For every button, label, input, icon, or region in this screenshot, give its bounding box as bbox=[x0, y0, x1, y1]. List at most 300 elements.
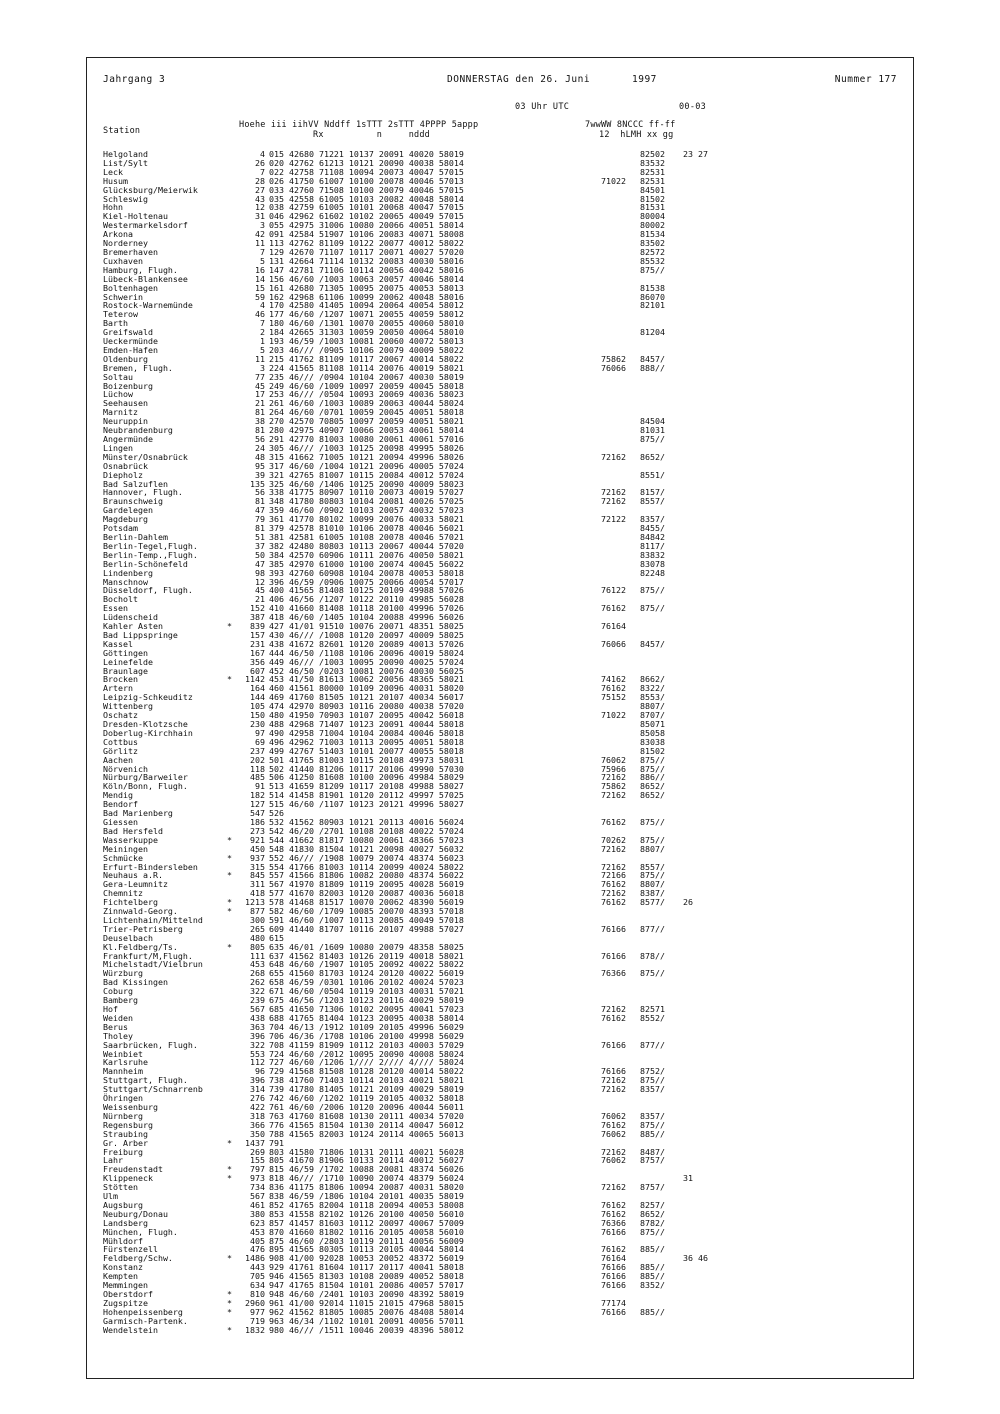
observation-data: 382 42480 80803 10113 20067 40044 57020 bbox=[269, 540, 464, 551]
cloud-group: 81204 bbox=[640, 327, 665, 338]
cloud-group: 8782/ bbox=[640, 1217, 665, 1228]
main-column-header: Hoehe iii iihVV Nddff 1sTTT 2sTTT 4PPPP 5appp bbox=[239, 120, 479, 130]
cloud-group: 8387/ bbox=[640, 888, 665, 899]
cloud-group: 8652/ bbox=[640, 451, 665, 462]
station-height: 480 bbox=[250, 932, 265, 943]
station-column-header: Station bbox=[103, 126, 141, 136]
observation-data: 162 42968 61106 10099 20062 40048 58016 bbox=[269, 291, 464, 302]
observation-data: 870 41660 81802 10116 20105 40058 56010 bbox=[269, 1226, 464, 1237]
station-name: Manschnow bbox=[103, 576, 148, 587]
cloud-group: 877// bbox=[640, 1039, 665, 1050]
time-range: 00-03 bbox=[679, 102, 707, 112]
station-height: 318 bbox=[250, 1110, 265, 1121]
station-name: Görlitz bbox=[103, 745, 138, 756]
station-height: 322 bbox=[250, 1039, 265, 1050]
station-name: Potsdam bbox=[103, 523, 138, 534]
cloud-group: 886// bbox=[640, 772, 665, 783]
observation-data: 853 41558 82102 10126 20100 40050 56010 bbox=[269, 1208, 464, 1219]
gust-group: 36 46 bbox=[683, 1253, 708, 1264]
station-name: Glücksburg/Meierwik bbox=[103, 184, 198, 195]
cloud-group: 85058 bbox=[640, 727, 665, 738]
station-height: 547 bbox=[250, 808, 265, 819]
weather-group: 76164 bbox=[601, 1253, 626, 1264]
station-name: Bad Kissingen bbox=[103, 977, 168, 988]
cloud-group: 875// bbox=[640, 585, 665, 596]
station-name: Emden-Hafen bbox=[103, 344, 158, 355]
station-name: Landsberg bbox=[103, 1217, 148, 1228]
observation-data: 729 41568 81508 10128 20120 40014 58022 bbox=[269, 1066, 464, 1077]
station-name: Wasserkuppe bbox=[103, 834, 158, 845]
station-height: 315 bbox=[250, 861, 265, 872]
station-height: 47 bbox=[255, 558, 265, 569]
cloud-group: 885// bbox=[640, 1306, 665, 1317]
station-name: Magdeburg bbox=[103, 514, 148, 525]
report-sheet bbox=[86, 57, 914, 1379]
observation-data: 430 46/// /1008 10120 20097 40009 58025 bbox=[269, 629, 464, 640]
station-name: Schwerin bbox=[103, 291, 143, 302]
weather-group: 72162 bbox=[601, 1146, 626, 1157]
cloud-group: 8455/ bbox=[640, 523, 665, 534]
station-name: Doberlug-Kirchhain bbox=[103, 727, 193, 738]
cloud-group: 84842 bbox=[640, 531, 665, 542]
station-name: Teterow bbox=[103, 309, 138, 320]
observation-data: 671 46/60 /0504 10119 20103 40031 57021 bbox=[269, 986, 464, 997]
cloud-group: 83078 bbox=[640, 558, 665, 569]
observation-data: 552 46/// /1908 10079 20074 48374 56023 bbox=[269, 852, 464, 863]
right-column-subheader: 12 hLMH xx gg bbox=[599, 130, 674, 140]
observation-data: 325 46/60 /1406 10125 20090 40009 58023 bbox=[269, 478, 464, 489]
station-height: 2 bbox=[260, 327, 265, 338]
station-name: Bamberg bbox=[103, 995, 138, 1006]
weather-group: 76162 bbox=[601, 1244, 626, 1255]
cloud-group: 8352/ bbox=[640, 1280, 665, 1291]
station-height: 4 bbox=[260, 300, 265, 311]
station-name: Berlin-Dahlem bbox=[103, 531, 168, 542]
observation-data: 396 46/59 /0906 10075 20066 40054 57017 bbox=[269, 576, 464, 587]
cloud-group: 888// bbox=[640, 362, 665, 373]
station-height: 69 bbox=[255, 736, 265, 747]
observation-data: 554 41766 81003 10114 20099 40024 58022 bbox=[269, 861, 464, 872]
observation-data: 578 41468 81517 10070 20062 48390 56019 bbox=[269, 897, 464, 908]
observation-data: 514 41458 81901 10120 20112 49997 57025 bbox=[269, 790, 464, 801]
station-height: 7 bbox=[260, 246, 265, 257]
station-name: Augsburg bbox=[103, 1199, 143, 1210]
station-name: Nürnberg bbox=[103, 1110, 143, 1121]
station-height: 877 bbox=[250, 906, 265, 917]
observation-data: 338 41775 80907 10110 20073 40019 57027 bbox=[269, 487, 464, 498]
cloud-group: 885// bbox=[640, 1128, 665, 1139]
observation-data: 488 42968 71407 10123 20091 40044 58018 bbox=[269, 719, 464, 729]
station-name: Seehausen bbox=[103, 398, 148, 409]
observation-data: 033 42760 71508 10100 20079 40046 57015 bbox=[269, 184, 464, 195]
station-height: 356 bbox=[250, 656, 265, 667]
station-height: 300 bbox=[250, 914, 265, 925]
observation-data: 818 46/// /1710 10090 20074 48379 56024 bbox=[269, 1173, 464, 1184]
station-height: 634 bbox=[250, 1280, 265, 1291]
observation-data: 280 42975 40907 10066 20053 40061 58014 bbox=[269, 425, 464, 436]
weather-group: 75152 bbox=[601, 692, 626, 703]
station-name: Memmingen bbox=[103, 1280, 148, 1291]
station-name: Greifswald bbox=[103, 327, 153, 338]
observation-data: 548 41830 81504 10121 20098 40027 56032 bbox=[269, 843, 464, 854]
weather-group: 76166 bbox=[601, 1280, 626, 1291]
observation-data: 727 46/60 /1206 1//// 2//// 4//// 58024 bbox=[269, 1057, 464, 1068]
station-height: 265 bbox=[250, 923, 265, 934]
cloud-group: 85532 bbox=[640, 255, 665, 266]
cloud-group: 8117/ bbox=[640, 540, 665, 551]
station-name: Norderney bbox=[103, 238, 148, 249]
station-height: 276 bbox=[250, 1093, 265, 1104]
weather-group: 76164 bbox=[601, 621, 626, 632]
weather-group: 72162 bbox=[601, 451, 626, 462]
observation-data: 895 41565 80305 10113 20105 40044 58014 bbox=[269, 1244, 464, 1255]
cloud-group: 81531 bbox=[640, 202, 665, 213]
observation-data: 224 41565 81108 10114 20076 40019 58021 bbox=[269, 362, 464, 373]
station-name: Oldenburg bbox=[103, 353, 148, 364]
observation-data: 291 42770 81003 10080 20061 40061 57016 bbox=[269, 434, 464, 444]
station-height: 1832 bbox=[245, 1324, 265, 1335]
station-height: 719 bbox=[250, 1315, 265, 1326]
mountain-station-marker: * bbox=[227, 897, 232, 908]
cloud-group: 8652/ bbox=[640, 790, 665, 801]
station-height: 43 bbox=[255, 193, 265, 204]
station-height: 16 bbox=[255, 264, 265, 275]
station-height: 45 bbox=[255, 380, 265, 391]
station-name: Fichtelberg bbox=[103, 897, 158, 908]
cloud-group: 8557/ bbox=[640, 496, 665, 507]
station-height: 453 bbox=[250, 959, 265, 970]
observation-data: 544 41662 81817 10080 20061 48366 57023 bbox=[269, 834, 464, 845]
observation-data: 055 42975 31006 10080 20066 40051 58014 bbox=[269, 220, 464, 231]
cloud-group: 8157/ bbox=[640, 487, 665, 498]
weather-group: 76166 bbox=[601, 1271, 626, 1282]
weather-group: 76066 bbox=[601, 362, 626, 373]
cloud-group: 82531 bbox=[640, 166, 665, 177]
cloud-group: 878// bbox=[640, 950, 665, 961]
station-name: Weiden bbox=[103, 1012, 133, 1023]
cloud-group: 80004 bbox=[640, 211, 665, 222]
station-name: Freudenstadt bbox=[103, 1164, 163, 1175]
station-height: 3 bbox=[260, 220, 265, 231]
weather-group: 72162 bbox=[601, 843, 626, 854]
station-height: 155 bbox=[250, 1155, 265, 1166]
cloud-group: 8457/ bbox=[640, 353, 665, 364]
station-height: 567 bbox=[250, 1191, 265, 1202]
observation-data: 393 42760 60908 10104 20078 40053 58018 bbox=[269, 567, 464, 578]
station-name: Ueckermünde bbox=[103, 336, 158, 347]
observation-data: 129 42670 71107 10117 20071 40027 57020 bbox=[269, 246, 464, 257]
station-name: Lahr bbox=[103, 1155, 123, 1166]
station-name: Boltenhagen bbox=[103, 282, 158, 293]
weather-group: 76122 bbox=[601, 585, 626, 596]
cloud-group: 8557/ bbox=[640, 861, 665, 872]
weather-group: 76062 bbox=[601, 1128, 626, 1139]
station-name: Wittenberg bbox=[103, 701, 153, 712]
mountain-station-marker: * bbox=[227, 1164, 232, 1175]
station-name: Kassel bbox=[103, 638, 133, 649]
weather-group: 75862 bbox=[601, 353, 626, 364]
cloud-group: 81538 bbox=[640, 282, 665, 293]
observation-data: 453 41/50 81613 10062 20056 48365 58021 bbox=[269, 674, 464, 685]
observation-data: 857 41457 81603 10112 20097 40067 57009 bbox=[269, 1217, 464, 1228]
station-name: Neuhaus a.R. bbox=[103, 870, 163, 881]
station-height: 157 bbox=[250, 629, 265, 640]
station-name: Münster/Osnabrück bbox=[103, 451, 188, 462]
station-name: Feldberg/Schw. bbox=[103, 1253, 173, 1264]
observation-data: 449 46/// /1003 10095 20090 40025 57024 bbox=[269, 656, 464, 667]
station-height: 450 bbox=[250, 843, 265, 854]
observation-data: 557 41566 81806 10082 20080 48374 56022 bbox=[269, 870, 464, 881]
station-height: 51 bbox=[255, 531, 265, 542]
station-height: 269 bbox=[250, 1146, 265, 1157]
weather-group: 76366 bbox=[601, 968, 626, 979]
station-height: 26 bbox=[255, 157, 265, 168]
weather-group: 72162 bbox=[601, 1084, 626, 1095]
cloud-group: 885// bbox=[640, 1262, 665, 1273]
station-name: Helgoland bbox=[103, 149, 148, 159]
station-height: 182 bbox=[250, 790, 265, 801]
observation-data: 908 41/00 92028 10053 20052 48372 56019 bbox=[269, 1253, 464, 1264]
weather-group: 76166 bbox=[601, 1262, 626, 1273]
station-name: Leinefelde bbox=[103, 656, 153, 667]
observation-data: 410 41660 81408 10118 20100 49996 57026 bbox=[269, 603, 464, 614]
station-height: 422 bbox=[250, 1101, 265, 1112]
station-name: Lüchow bbox=[103, 389, 133, 400]
observation-data: 776 41565 81504 10130 20114 40047 56012 bbox=[269, 1119, 464, 1130]
observation-data: 761 46/60 /2006 10120 20096 40044 56011 bbox=[269, 1101, 464, 1112]
cloud-group: 8553/ bbox=[640, 692, 665, 703]
station-name: Deuselbach bbox=[103, 932, 153, 943]
station-name: Cottbus bbox=[103, 736, 138, 747]
weather-group: 76162 bbox=[601, 1119, 626, 1130]
station-height: 363 bbox=[250, 1021, 265, 1032]
cloud-group: 8807/ bbox=[640, 879, 665, 890]
station-height: 31 bbox=[255, 211, 265, 222]
station-name: Straubing bbox=[103, 1128, 148, 1139]
observation-data: 648 46/60 /1907 10105 20092 40022 58022 bbox=[269, 959, 464, 970]
station-name: Coburg bbox=[103, 986, 133, 997]
station-name: Stötten bbox=[103, 1182, 138, 1193]
station-height: 105 bbox=[250, 701, 265, 712]
station-name: Zugspitze bbox=[103, 1297, 148, 1308]
observation-data: 177 46/60 /1207 10071 20055 40059 58012 bbox=[269, 309, 464, 320]
cloud-group: 875// bbox=[640, 1075, 665, 1086]
observation-data: 348 41780 80803 10104 20081 40026 57025 bbox=[269, 496, 464, 507]
observation-data: 577 41670 82003 10120 20087 40036 56018 bbox=[269, 888, 464, 899]
cloud-group: 83502 bbox=[640, 238, 665, 249]
observation-data: 253 46/// /0504 10093 20069 40036 58023 bbox=[269, 389, 464, 400]
station-height: 2960 bbox=[245, 1297, 265, 1308]
utc-time: 03 Uhr UTC bbox=[515, 102, 570, 112]
station-height: 1142 bbox=[245, 674, 265, 685]
station-height: 418 bbox=[250, 888, 265, 899]
observation-data: 361 41770 80102 10099 20076 40033 58021 bbox=[269, 514, 464, 525]
weather-group: 75966 bbox=[601, 763, 626, 774]
station-name: Bremerhaven bbox=[103, 246, 158, 257]
station-name: Nürburg/Barweiler bbox=[103, 772, 188, 783]
cloud-group: 8652/ bbox=[640, 781, 665, 792]
station-name: Zinnwald-Georg. bbox=[103, 906, 178, 917]
station-height: 977 bbox=[250, 1306, 265, 1317]
observation-data: 526 bbox=[269, 808, 284, 819]
station-height: 97 bbox=[255, 727, 265, 738]
station-name: Kl.Feldberg/Ts. bbox=[103, 941, 178, 952]
station-name: Barth bbox=[103, 318, 128, 329]
observation-data: 738 41760 71403 10114 20103 40021 58021 bbox=[269, 1075, 464, 1086]
observation-data: 235 46/// /0904 10104 20067 40030 58019 bbox=[269, 371, 464, 382]
station-name: Aachen bbox=[103, 754, 133, 765]
station-name: Mendig bbox=[103, 790, 133, 801]
cloud-group: 82571 bbox=[640, 1004, 665, 1014]
observation-data: 655 41560 81703 10124 20120 40022 56019 bbox=[269, 968, 464, 979]
station-height: 127 bbox=[250, 799, 265, 810]
station-name: München, Flugh. bbox=[103, 1226, 178, 1237]
station-height: 81 bbox=[255, 407, 265, 418]
observation-data: 113 42762 81109 10122 20077 40012 58022 bbox=[269, 238, 464, 249]
mountain-station-marker: * bbox=[227, 1297, 232, 1308]
year-label: 1997 bbox=[632, 74, 657, 85]
station-height: 396 bbox=[250, 1030, 265, 1041]
mountain-station-marker: * bbox=[227, 941, 232, 952]
station-height: 111 bbox=[250, 950, 265, 961]
station-name: Karlsruhe bbox=[103, 1057, 148, 1068]
cloud-group: 8807/ bbox=[640, 843, 665, 854]
station-name: Stuttgart, Flugh. bbox=[103, 1075, 188, 1086]
weather-group: 72162 bbox=[601, 487, 626, 498]
station-name: Soltau bbox=[103, 371, 133, 382]
observation-data: 609 41440 81707 10116 20107 49988 57027 bbox=[269, 923, 464, 934]
gust-group: 31 bbox=[683, 1173, 693, 1184]
station-height: 21 bbox=[255, 398, 265, 409]
observation-data: 852 41765 82004 10118 20094 40053 58008 bbox=[269, 1199, 464, 1210]
weather-group: 77174 bbox=[601, 1297, 626, 1308]
weather-group: 76062 bbox=[601, 1110, 626, 1121]
station-name: Köln/Bonn, Flugh. bbox=[103, 781, 188, 792]
station-name: Giessen bbox=[103, 816, 138, 827]
station-name: Trier-Petrisberg bbox=[103, 923, 183, 934]
station-height: 273 bbox=[250, 825, 265, 836]
cloud-group: 81031 bbox=[640, 425, 665, 436]
station-name: Bad Salzuflen bbox=[103, 478, 168, 489]
station-name: Kempten bbox=[103, 1271, 138, 1282]
station-name: Erfurt-Bindersleben bbox=[103, 861, 198, 872]
station-name: Neuburg/Donau bbox=[103, 1208, 168, 1219]
observation-data: 658 46/59 /0301 10106 20102 40024 57023 bbox=[269, 977, 464, 988]
weather-group: 76062 bbox=[601, 754, 626, 765]
station-name: Bendorf bbox=[103, 799, 138, 810]
cloud-group: 81502 bbox=[640, 193, 665, 204]
mountain-station-marker: * bbox=[227, 906, 232, 917]
station-name: Bad Lippspringe bbox=[103, 629, 178, 640]
station-height: 443 bbox=[250, 1262, 265, 1273]
station-height: 937 bbox=[250, 852, 265, 863]
cloud-group: 8652/ bbox=[640, 1208, 665, 1219]
station-height: 21 bbox=[255, 594, 265, 605]
station-name: Kahler Asten bbox=[103, 621, 163, 632]
station-name: Schmücke bbox=[103, 852, 143, 863]
gust-group: 26 bbox=[683, 897, 693, 908]
station-name: Brocken bbox=[103, 674, 138, 685]
station-height: 805 bbox=[250, 941, 265, 952]
cloud-group: 885// bbox=[640, 1244, 665, 1255]
station-height: 1 bbox=[260, 336, 265, 347]
cloud-group: 8752/ bbox=[640, 1066, 665, 1077]
station-height: 24 bbox=[255, 442, 265, 453]
station-name: Freiburg bbox=[103, 1146, 143, 1157]
observation-data: 046 42962 61602 10102 20065 40049 57015 bbox=[269, 211, 464, 222]
observation-data: 184 42665 31303 10059 20050 40064 58010 bbox=[269, 327, 464, 338]
observation-data: 838 46/59 /1806 10104 20101 40035 58019 bbox=[269, 1191, 464, 1202]
observation-data: 961 41/00 92014 11015 21015 47968 58015 bbox=[269, 1297, 464, 1308]
station-name: Braunschweig bbox=[103, 496, 163, 507]
station-height: 5 bbox=[260, 344, 265, 355]
station-name: Klippeneck bbox=[103, 1173, 153, 1184]
observation-data: 249 46/60 /1009 10097 20059 40045 58018 bbox=[269, 380, 464, 391]
station-height: 96 bbox=[255, 1066, 265, 1077]
station-height: 797 bbox=[250, 1164, 265, 1175]
observation-data: 739 41780 81405 10121 20109 40029 58019 bbox=[269, 1084, 464, 1095]
cloud-group: 8322/ bbox=[640, 683, 665, 694]
station-name: Neubrandenburg bbox=[103, 425, 173, 436]
station-name: Ulm bbox=[103, 1191, 118, 1202]
station-name: Lindenberg bbox=[103, 567, 153, 578]
cloud-group: 82572 bbox=[640, 246, 665, 257]
weather-group: 76066 bbox=[601, 638, 626, 649]
observation-data: 480 41950 70903 10107 20095 40042 56018 bbox=[269, 710, 464, 721]
observation-data: 615 bbox=[269, 932, 284, 943]
station-name: Weinbiet bbox=[103, 1048, 143, 1059]
station-name: Cuxhaven bbox=[103, 255, 143, 266]
station-height: 112 bbox=[250, 1057, 265, 1068]
observation-data: 490 42958 71004 10104 20084 40046 58018 bbox=[269, 727, 464, 738]
weather-group: 76162 bbox=[601, 897, 626, 908]
cloud-group: 875// bbox=[640, 264, 665, 275]
observation-data: 215 41762 81109 10117 20067 40014 58022 bbox=[269, 353, 464, 364]
station-name: Osnabrück bbox=[103, 460, 148, 471]
station-name: Berlin-Temp.,Flugh. bbox=[103, 549, 198, 560]
station-height: 81 bbox=[255, 425, 265, 436]
station-height: 39 bbox=[255, 469, 265, 480]
observation-data: 815 46/59 /1702 10088 20081 48374 56026 bbox=[269, 1164, 464, 1175]
weather-group: 76162 bbox=[601, 603, 626, 614]
observation-data: 501 41765 81003 10115 20108 49973 58031 bbox=[269, 754, 464, 765]
cloud-group: 8551/ bbox=[640, 469, 665, 480]
station-name: Husum bbox=[103, 175, 128, 186]
observation-data: 591 46/60 /1007 10113 20085 40049 57018 bbox=[269, 914, 464, 925]
station-height: 167 bbox=[250, 647, 265, 658]
observation-data: 506 41250 81608 10100 20096 49984 58029 bbox=[269, 772, 464, 783]
weather-group: 76162 bbox=[601, 1012, 626, 1023]
weather-group: 70262 bbox=[601, 834, 626, 845]
cloud-group: 82248 bbox=[640, 567, 665, 578]
cloud-group: 8757/ bbox=[640, 1155, 665, 1166]
station-name: Leck bbox=[103, 166, 123, 177]
station-height: 262 bbox=[250, 977, 265, 988]
observation-data: 315 41662 71005 10121 20094 49996 58026 bbox=[269, 451, 464, 462]
station-height: 461 bbox=[250, 1199, 265, 1210]
station-height: 202 bbox=[250, 754, 265, 765]
observation-data: 381 42581 61005 10108 20078 40046 57021 bbox=[269, 531, 464, 542]
station-name: Regensburg bbox=[103, 1119, 153, 1130]
station-height: 81 bbox=[255, 523, 265, 534]
weather-group: 76062 bbox=[601, 1155, 626, 1166]
observation-data: 962 41562 81805 10085 20076 48408 58014 bbox=[269, 1306, 464, 1317]
station-height: 164 bbox=[250, 683, 265, 694]
station-height: 237 bbox=[250, 745, 265, 756]
mountain-station-marker: * bbox=[227, 1324, 232, 1335]
observation-data: 742 46/60 /1202 10119 20105 40032 58018 bbox=[269, 1093, 464, 1104]
station-name: Berlin-Schönefeld bbox=[103, 558, 188, 569]
